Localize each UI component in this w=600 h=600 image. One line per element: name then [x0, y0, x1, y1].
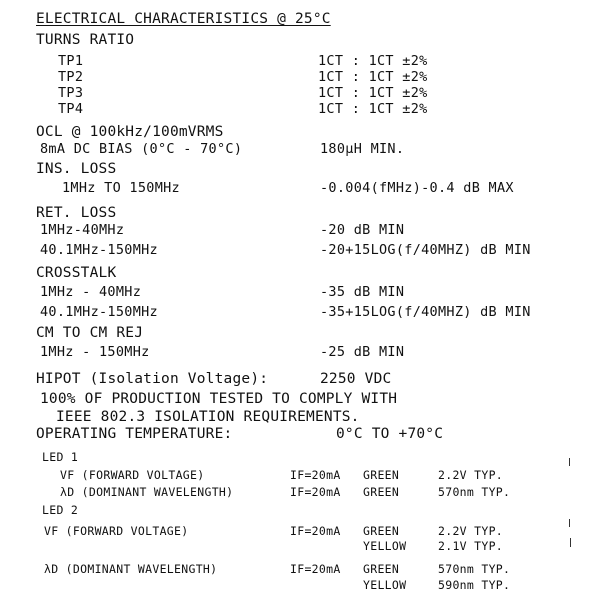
led2-vf-color-yellow: YELLOW [363, 539, 407, 553]
led2-ld-value-green: 570nm TYP. [438, 562, 511, 576]
led2-heading: LED 2 [42, 503, 79, 517]
tp4-value: 1CT : 1CT ±2% [318, 101, 428, 117]
operating-temp-heading: OPERATING TEMPERATURE: [36, 426, 233, 442]
turns-ratio-heading: TURNS RATIO [36, 32, 135, 48]
crosstalk-range-1: 1MHz - 40MHz [40, 284, 142, 300]
led1-ld-color: GREEN [363, 485, 400, 499]
led2-ld-color-yellow: YELLOW [363, 578, 407, 592]
led1-ld-condition: IF=20mA [290, 485, 341, 499]
led1-heading: LED 1 [42, 450, 79, 464]
hipot-note-1: 100% OF PRODUCTION TESTED TO COMPLY WITH [40, 391, 398, 407]
crosstalk-heading: CROSSTALK [36, 265, 117, 281]
cm-rej-value: -25 dB MIN [320, 344, 405, 360]
led2-ld-value-yellow: 590nm TYP. [438, 578, 511, 592]
led2-vf-color-green: GREEN [363, 524, 400, 538]
operating-temp-value: 0°C TO +70°C [336, 426, 444, 442]
ret-loss-range-2: 40.1MHz-150MHz [40, 242, 158, 258]
edge-mark [570, 538, 571, 547]
led2-ld-param: λD (DOMINANT WAVELENGTH) [44, 562, 218, 576]
crosstalk-range-2: 40.1MHz-150MHz [40, 304, 158, 320]
led1-vf-param: VF (FORWARD VOLTAGE) [60, 468, 205, 482]
ret-loss-value-2: -20+15LOG(f/40MHZ) dB MIN [320, 242, 531, 258]
cm-rej-range: 1MHz - 150MHz [40, 344, 150, 360]
led1-vf-condition: IF=20mA [290, 468, 341, 482]
led1-vf-color: GREEN [363, 468, 400, 482]
ocl-condition: 8mA DC BIAS (0°C - 70°C) [40, 141, 243, 157]
led2-ld-condition: IF=20mA [290, 562, 341, 576]
tp2-label: TP2 [58, 69, 84, 85]
hipot-heading: HIPOT (Isolation Voltage): [36, 371, 269, 387]
edge-mark [569, 458, 570, 466]
led1-vf-value: 2.2V TYP. [438, 468, 504, 482]
tp4-label: TP4 [58, 101, 84, 117]
ret-loss-value-1: -20 dB MIN [320, 222, 405, 238]
led2-vf-condition: IF=20mA [290, 524, 341, 538]
ocl-value: 180μH MIN. [320, 141, 405, 157]
ret-loss-range-1: 1MHz-40MHz [40, 222, 125, 238]
hipot-note-2: IEEE 802.3 ISOLATION REQUIREMENTS. [56, 409, 360, 425]
tp2-value: 1CT : 1CT ±2% [318, 69, 428, 85]
crosstalk-value-2: -35+15LOG(f/40MHZ) dB MIN [320, 304, 531, 320]
ret-loss-heading: RET. LOSS [36, 205, 117, 221]
ins-loss-heading: INS. LOSS [36, 161, 117, 177]
tp3-value: 1CT : 1CT ±2% [318, 85, 428, 101]
led2-ld-color-green: GREEN [363, 562, 400, 576]
edge-mark [569, 519, 570, 527]
led1-ld-param: λD (DOMINANT WAVELENGTH) [60, 485, 234, 499]
tp3-label: TP3 [58, 85, 84, 101]
crosstalk-value-1: -35 dB MIN [320, 284, 405, 300]
tp1-value: 1CT : 1CT ±2% [318, 53, 428, 69]
cm-rej-heading: CM TO CM REJ [36, 325, 144, 341]
led1-ld-value: 570nm TYP. [438, 485, 511, 499]
ins-loss-range: 1MHz TO 150MHz [62, 180, 180, 196]
led2-vf-value-yellow: 2.1V TYP. [438, 539, 504, 553]
tp1-label: TP1 [58, 53, 84, 69]
ins-loss-value: -0.004(fMHz)-0.4 dB MAX [320, 180, 514, 196]
led2-vf-value-green: 2.2V TYP. [438, 524, 504, 538]
ocl-heading: OCL @ 100kHz/100mVRMS [36, 124, 224, 140]
led2-vf-param: VF (FORWARD VOLTAGE) [44, 524, 189, 538]
hipot-value: 2250 VDC [320, 371, 392, 387]
page-title: ELECTRICAL CHARACTERISTICS @ 25°C [36, 11, 331, 27]
